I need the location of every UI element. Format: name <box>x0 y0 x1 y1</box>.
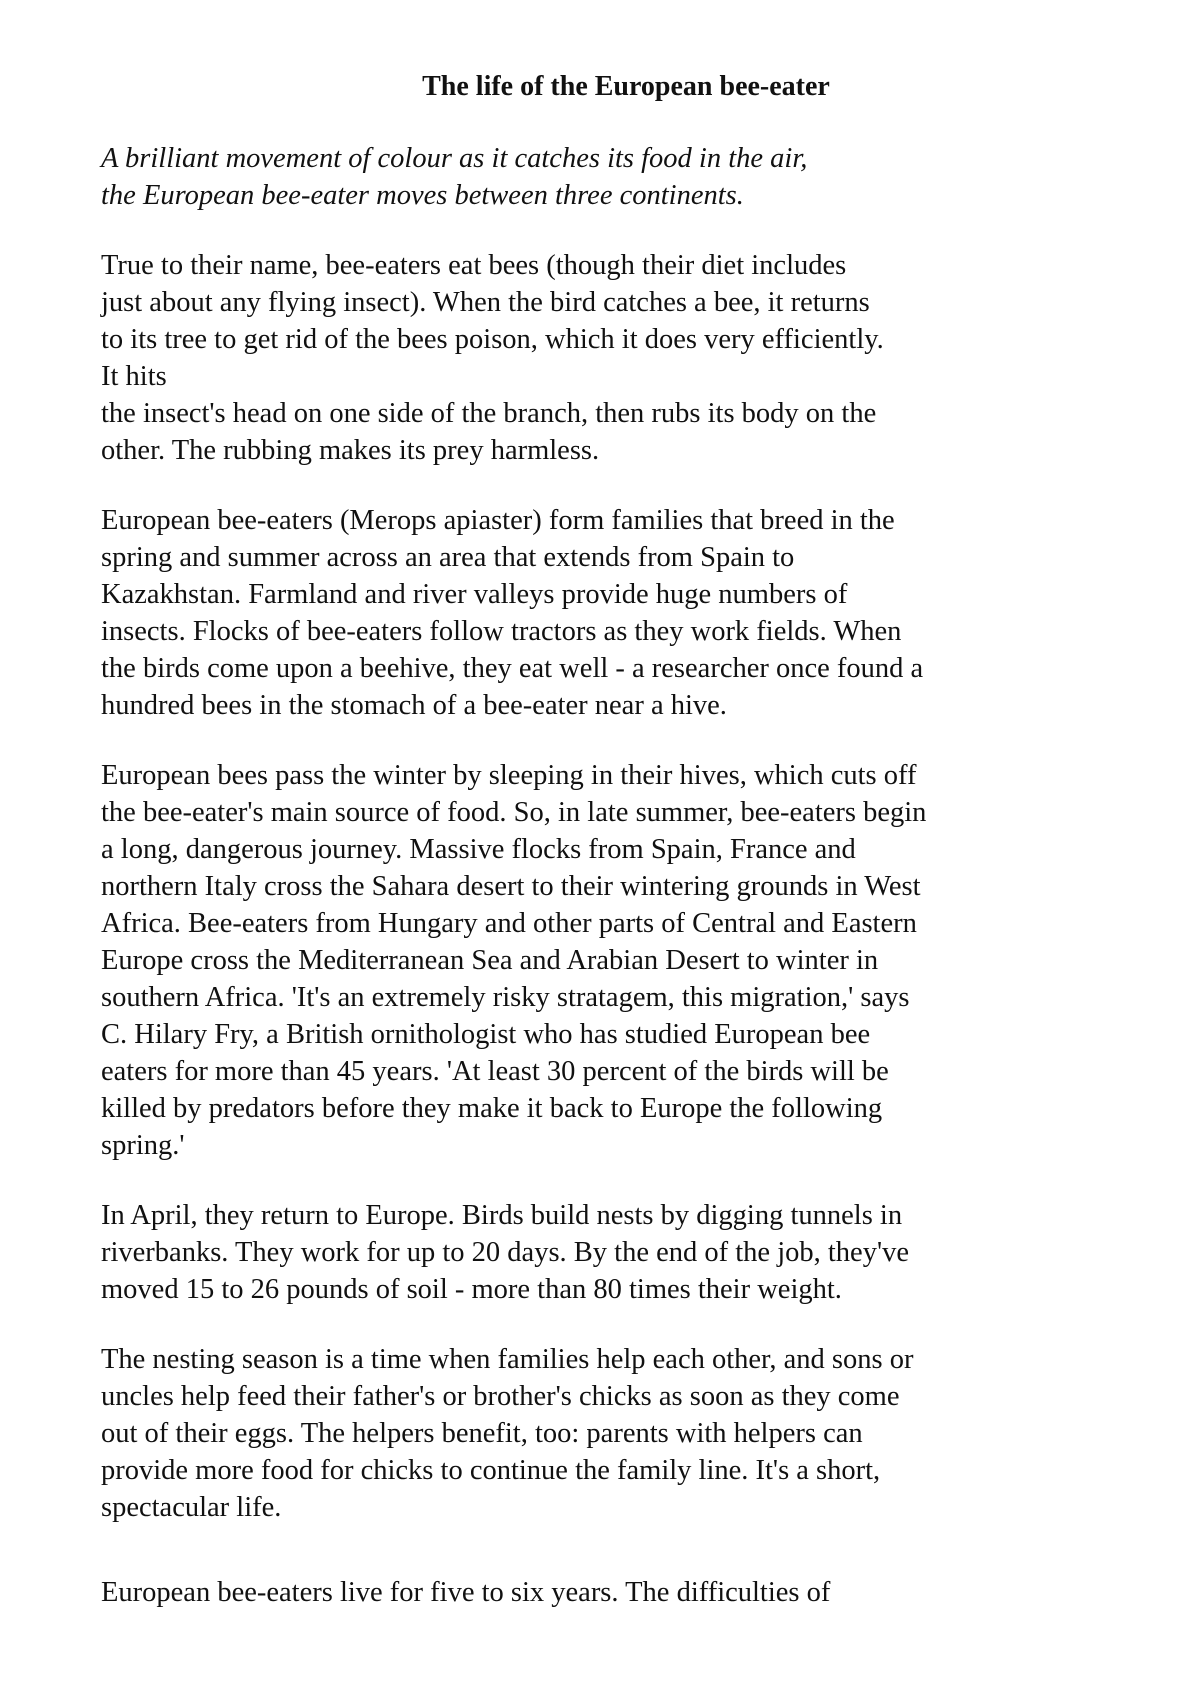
text-line: killed by predators before they make it back to Europe the following <box>101 1093 883 1124</box>
text-line: European bee-eaters (Merops apiaster) form families that breed in the <box>101 505 895 536</box>
paragraph-families <box>101 1341 1121 1526</box>
text-line: spring and summer across an area that extends from Spain to <box>101 542 795 573</box>
text-line: In April, they return to Europe. Birds build nests by digging tunnels in <box>101 1200 903 1231</box>
text-line: eaters for more than 45 years. 'At least 30 percent of the birds will be <box>101 1056 889 1087</box>
text-line: spring.' <box>101 1130 185 1161</box>
text-line: uncles help feed their father's or brother's chicks as soon as they come <box>101 1381 900 1412</box>
text-line: Africa. Bee-eaters from Hungary and other parts of Central and Eastern <box>101 908 917 939</box>
text-line: to its tree to get rid of the bees poison, which it does very efficiently. <box>101 324 884 355</box>
text-line: the insect's head on one side of the branch, then rubs its body on the <box>101 398 877 429</box>
text-line: European bee-eaters live for five to six years. The difficulties of <box>101 1577 831 1608</box>
document-title: The life of the European bee-eater <box>422 71 830 102</box>
text-line: European bees pass the winter by sleeping in their hives, which cuts off <box>101 760 917 791</box>
text-line: It hits <box>101 361 167 392</box>
paragraph-diet <box>101 247 1121 469</box>
paragraph-nesting <box>101 1197 1121 1308</box>
text-line: southern Africa. 'It's an extremely risky stratagem, this migration,' says <box>101 982 910 1013</box>
text-line: hundred bees in the stomach of a bee-eater near a hive. <box>101 690 727 721</box>
text-line: True to their name, bee-eaters eat bees (though their diet includes <box>101 250 847 281</box>
paragraph-migration <box>101 757 1121 1164</box>
text-line: out of their eggs. The helpers benefit, too: parents with helpers can <box>101 1418 863 1449</box>
text-line: provide more food for chicks to continue the family line. It's a short, <box>101 1455 881 1486</box>
text-line: northern Italy cross the Sahara desert to their wintering grounds in West <box>101 871 921 902</box>
document-page <box>101 70 1121 1644</box>
intro-line: the European bee-eater moves between three continents. <box>101 180 744 211</box>
intro-paragraph <box>101 140 1121 214</box>
text-line: the bee-eater's main source of food. So, in late summer, bee-eaters begin <box>101 797 927 828</box>
text-line: The nesting season is a time when families help each other, and sons or <box>101 1344 914 1375</box>
text-line: moved 15 to 26 pounds of soil - more than 80 times their weight. <box>101 1274 842 1305</box>
text-line: a long, dangerous journey. Massive flocks from Spain, France and <box>101 834 856 865</box>
paragraph-breeding <box>101 502 1121 724</box>
text-line: spectacular life. <box>101 1492 282 1523</box>
text-line: insects. Flocks of bee-eaters follow tractors as they work fields. When <box>101 616 902 647</box>
text-line: riverbanks. They work for up to 20 days. By the end of the job, they've <box>101 1237 909 1268</box>
text-line: the birds come upon a beehive, they eat well - a researcher once found a <box>101 653 924 684</box>
intro-line: A brilliant movement of colour as it catches its food in the air, <box>101 143 808 174</box>
text-line: other. The rubbing makes its prey harmless. <box>101 435 600 466</box>
text-line: Europe cross the Mediterranean Sea and Arabian Desert to winter in <box>101 945 879 976</box>
text-line: just about any flying insect). When the bird catches a bee, it returns <box>101 287 870 318</box>
paragraph-lifespan <box>101 1574 1121 1611</box>
text-line: Kazakhstan. Farmland and river valleys provide huge numbers of <box>101 579 848 610</box>
text-line: C. Hilary Fry, a British ornithologist who has studied European bee <box>101 1019 871 1050</box>
